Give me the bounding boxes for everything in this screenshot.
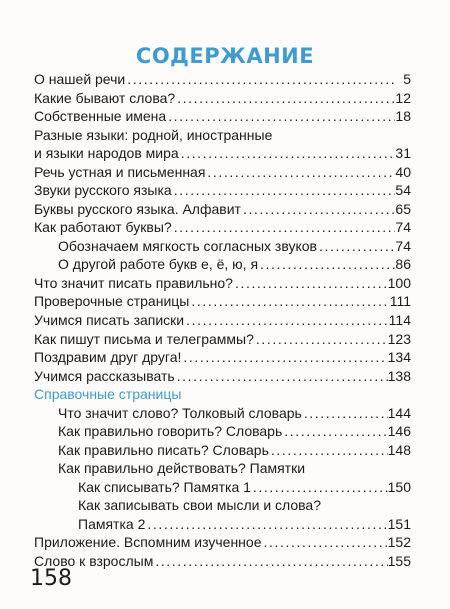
toc-entry [58,441,411,459]
toc-entry-text: Учимся писать записки [34,312,185,328]
toc-entry-text: О другой работе букв е, ё, ю, я [58,256,259,272]
toc-entry-page: 54 [395,182,411,198]
leader-dots [317,237,395,255]
toc-entry-page: 155 [387,553,411,569]
leader-dots [258,255,395,273]
toc-entry-text: Речь устная и письменная [34,164,206,180]
toc-entry [34,163,411,181]
toc-entry [58,255,411,273]
toc-entry-page: 150 [387,479,411,495]
toc-entry-text: Слово к взрослым [34,553,154,569]
toc-entry [34,89,411,107]
toc-entry-page: 12 [395,90,411,106]
toc-entry-page: 100 [387,275,411,291]
page-number: 158 [30,566,72,591]
toc-entry-page: 31 [395,145,411,161]
leader-dots [175,89,395,107]
leader-dots [241,200,395,218]
toc-entry [34,552,411,570]
leader-dots [175,367,388,385]
toc-entry [34,330,411,348]
toc-entry-page: 138 [387,368,411,384]
leader-dots [282,422,387,440]
leader-dots [172,218,396,236]
toc-entry [34,533,411,551]
leader-dots [125,70,397,88]
toc-entry-text: Как правильно писать? Словарь [58,442,269,458]
toc-entry-page: 40 [395,164,411,180]
leader-dots [184,311,389,329]
leader-dots [179,144,396,162]
toc-entry-page: 74 [395,238,411,254]
toc-entry-page: 18 [395,108,411,124]
toc-entry-page: 111 [389,293,411,309]
toc-entry [34,274,411,292]
section-label: Справочные страницы [34,386,182,402]
toc-entry-page: 5 [403,71,411,87]
toc-entry [78,515,411,533]
toc-entry-text: Памятка 2 [78,516,146,532]
toc-entry [58,237,411,255]
leader-dots [145,515,387,533]
toc-entry-text: Что значит писать правильно? [34,275,233,291]
toc-entry [78,496,411,514]
toc-entry [34,200,411,218]
toc-entry-page: 148 [387,442,411,458]
toc-entry-text: Звуки русского языка [34,182,172,198]
toc-entry [34,292,411,310]
toc-entry [34,348,411,366]
toc-entry-page: 151 [387,516,411,532]
toc-entry-text: и языки народов мира [34,145,179,161]
toc-entry-page: 86 [395,256,411,272]
toc-entry [58,459,411,477]
page-title: СОДЕРЖАНИЕ [135,44,315,68]
toc-entry [58,422,411,440]
leader-dots [189,292,389,310]
toc-entry-text: Как работают буквы? [34,219,172,235]
toc-entry-text: Как списывать? Памятка 1 [78,479,251,495]
toc-entry [78,478,411,496]
toc-entry-page: 144 [387,405,411,421]
toc-entry-text: Какие бывают слова? [34,90,176,106]
toc-entry-text: Обозначаем мягкость согласных звуков [58,238,317,254]
toc-entry-page: 123 [387,331,411,347]
toc-entry-text: Что значит слово? Толковый словарь [58,405,302,421]
toc-entry-text: О нашей речи [34,71,126,87]
leader-dots [302,404,388,422]
toc-entry-page: 134 [387,349,411,365]
toc-entry [58,404,411,422]
toc-entry-text: Поздравим друг друга! [34,349,182,365]
toc-entry [34,311,411,329]
toc-entry-text: Собственные имена [34,108,167,124]
leader-dots [269,441,388,459]
toc-entry [34,107,411,125]
toc-entry-page: 114 [388,312,411,328]
toc-entry-text: Разные языки: родной, иностранные [34,127,273,143]
toc-entry [34,367,411,385]
toc-entry-text: Учимся рассказывать [34,368,175,384]
leader-dots [172,181,396,199]
toc-entry-page: 65 [395,201,411,217]
toc-entry [34,126,411,144]
toc-entry-page: 74 [395,219,411,235]
leader-dots [166,107,395,125]
toc-entry-page: 152 [387,534,411,550]
leader-dots [153,552,387,570]
leader-dots [233,274,388,292]
toc-entry-text: Проверочные страницы [34,293,190,309]
toc-entry [34,181,411,199]
toc-entry-text: Приложение. Вспомним изученное [34,534,262,550]
toc-entry [34,70,411,88]
toc-entry-text: Как правильно действовать? Памятки [58,460,306,476]
toc-entry-page: 146 [387,423,411,439]
toc-entry-text: Как пишут письма и телеграммы? [34,331,254,347]
leader-dots [254,330,388,348]
leader-dots [181,348,387,366]
leader-dots [262,533,388,551]
leader-dots [251,478,388,496]
toc-entry-text: Как записывать свои мысли и слова? [78,497,321,513]
leader-dots [205,163,395,181]
toc-entry [34,144,411,162]
toc-entry-text: Как правильно говорить? Словарь [58,423,283,439]
toc-entry [34,218,411,236]
toc-entry-text: Буквы русского языка. Алфавит [34,201,241,217]
